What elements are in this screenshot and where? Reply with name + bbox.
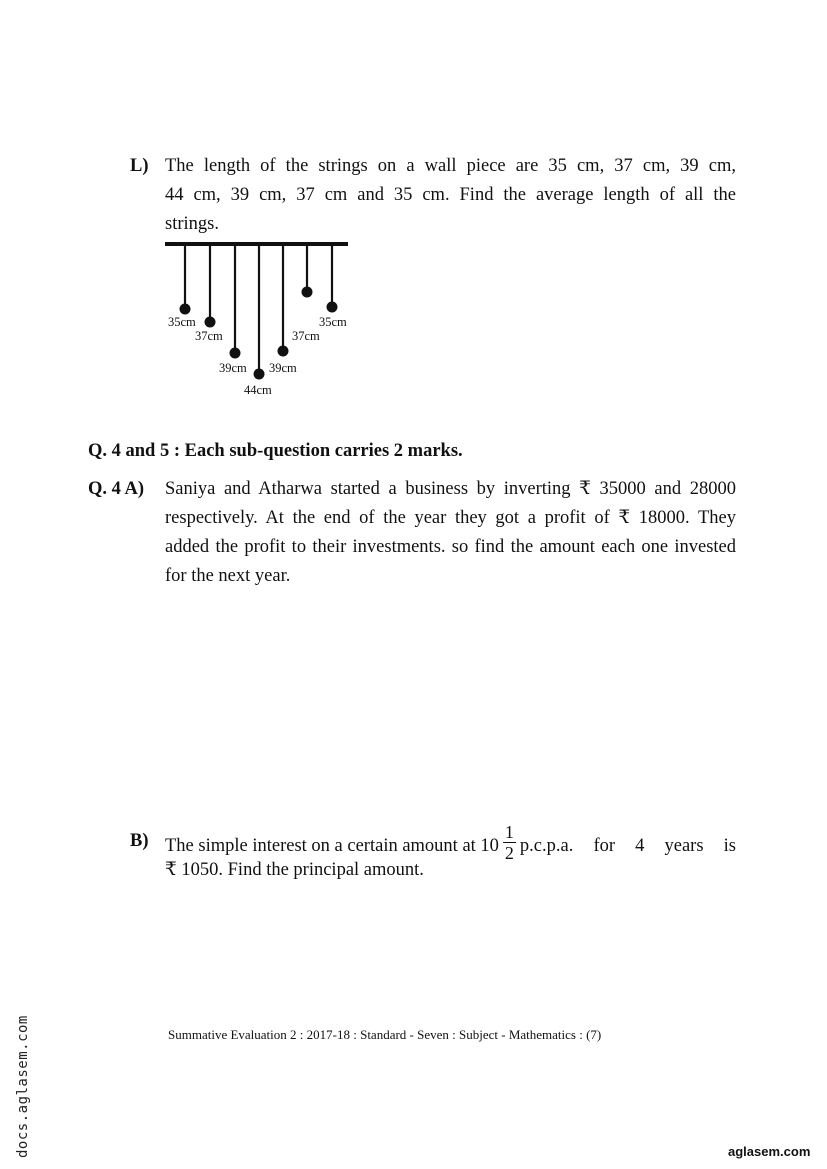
question-l-line-1: The length of the strings on a wall piece are 35 cm, 37 cm, 39 cm, <box>165 156 736 176</box>
question-4a-label: Q. 4 A) <box>88 479 145 499</box>
string-label-5: 39cm <box>269 361 297 375</box>
wall-piece-figure <box>160 238 360 403</box>
string-label-4: 44cm <box>244 383 272 397</box>
side-watermark: docs.aglasem.com <box>15 1015 31 1158</box>
brand-watermark: aglasem.com <box>728 1144 811 1159</box>
question-4a-line-4: for the next year. <box>165 566 291 586</box>
fraction-numerator: 1 <box>504 822 514 842</box>
question-4b-text-before: The simple interest on a certain amount at 10 <box>165 836 499 856</box>
bead-1 <box>180 304 191 315</box>
question-4b-text-after: p.c.p.a. for 4 years is <box>519 836 736 856</box>
bead-5 <box>278 346 289 357</box>
bead-4 <box>254 369 265 380</box>
question-l-line-2: 44 cm, 39 cm, 37 cm and 35 cm. Find the average length of all the <box>165 185 736 205</box>
bead-7 <box>327 302 338 313</box>
section-heading: Q. 4 and 5 : Each sub-question carries 2 marks. <box>88 441 463 461</box>
page-footer: Summative Evaluation 2 : 2017-18 : Standard - Seven : Subject - Mathematics : (7) <box>168 1027 602 1042</box>
wall-bar <box>165 242 348 246</box>
string-label-7: 35cm <box>319 315 347 329</box>
bead-2 <box>205 317 216 328</box>
question-4a-line-3: added the profit to their investments. so find the amount each one invested <box>165 537 736 557</box>
bead-3 <box>230 348 241 359</box>
string-label-3: 39cm <box>219 361 247 375</box>
fraction-denominator: 2 <box>504 843 514 863</box>
question-4a-line-2: respectively. At the end of the year they got a profit of ₹ 18000. They <box>165 508 736 528</box>
string-label-6: 37cm <box>292 329 320 343</box>
question-4b-label: B) <box>130 831 149 851</box>
string-label-2: 37cm <box>195 329 223 343</box>
question-4b-line-2: ₹ 1050. Find the principal amount. <box>165 860 424 880</box>
string-label-1: 35cm <box>168 315 196 329</box>
question-l-line-3: strings. <box>165 214 219 234</box>
bead-6 <box>302 287 313 298</box>
question-4a-line-1: Saniya and Atharwa started a business by inverting ₹ 35000 and 28000 <box>165 479 736 499</box>
question-l-label: L) <box>130 156 149 176</box>
